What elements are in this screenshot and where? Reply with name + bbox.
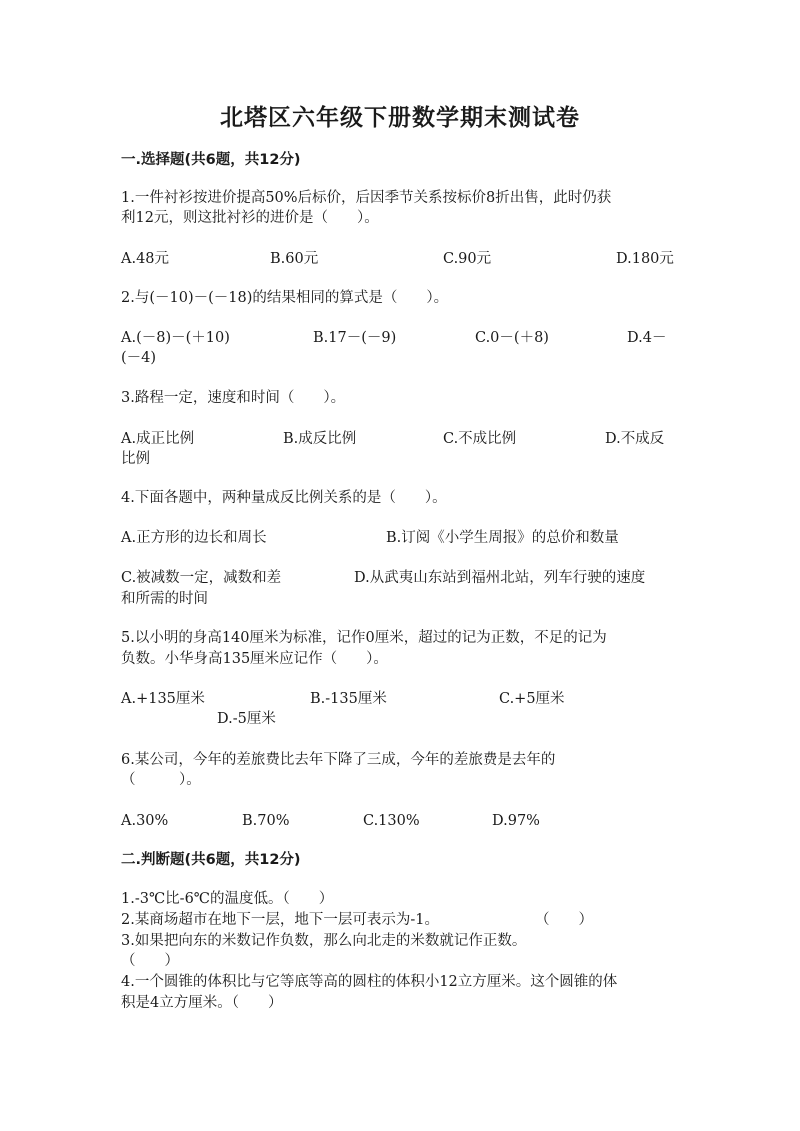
q3-option-c: C.不成比例 [443, 431, 517, 447]
q6-option-c: C.130% [363, 813, 420, 829]
judgement-4: 4.一个圆锥的体积比与它等底等高的圆柱的体积小12立方厘米。这个圆锥的体 [121, 974, 618, 990]
q3-option-a: A.成正比例 [121, 431, 195, 447]
question-5-text: 5.以小明的身高140厘米为标准，记作0厘米，超过的记为正数，不足的记为 [121, 630, 607, 646]
judgement-1: 1.-3℃比-6℃的温度低。（ ） [121, 891, 334, 907]
q5-option-d: D.-5厘米 [217, 711, 276, 727]
q1-option-a: A.48元 [121, 251, 170, 267]
question-3-text: 3.路程一定，速度和时间（ ）。 [121, 390, 346, 406]
q6-option-d: D.97% [492, 813, 540, 829]
judgement-2-paren: （ ） [535, 912, 593, 928]
question-5-text-cont: 负数。小华身高135厘米应记作（ ）。 [121, 651, 388, 667]
q5-option-a: A.+135厘米 [121, 691, 205, 707]
q4-option-d: D.从武夷山东站到福州北站，列车行驶的速度 [354, 570, 646, 586]
judgement-4-cont: 积是4立方厘米。（ ） [121, 995, 283, 1011]
q6-option-a: A.30% [121, 813, 169, 829]
q2-option-d: D.4－ [627, 330, 667, 346]
q1-option-c: C.90元 [443, 251, 492, 267]
judgement-3: 3.如果把向东的米数记作负数，那么向北走的米数就记作正数。 [121, 933, 527, 949]
page-title: 北塔区六年级下册数学期末测试卷 [220, 105, 580, 131]
question-6-text-cont: （ ）。 [121, 772, 201, 788]
q3-option-b: B.成反比例 [283, 431, 357, 447]
q4-option-c: C.被减数一定，减数和差 [121, 570, 282, 586]
q2-option-a: A.(－8)－(＋10) [121, 330, 230, 346]
question-2-text: 2.与(－10)－(－18)的结果相同的算式是（ ）。 [121, 290, 449, 306]
q6-option-b: B.70% [242, 813, 290, 829]
question-6-text: 6.某公司，今年的差旅费比去年下降了三成，今年的差旅费是去年的 [121, 752, 556, 768]
q2-option-c: C.0－(＋8) [475, 330, 549, 346]
q1-option-b: B.60元 [270, 251, 319, 267]
q1-option-d: D.180元 [616, 251, 674, 267]
q3-option-d: D.不成反 [605, 431, 665, 447]
section-heading-choice: 一.选择题(共6题，共12分) [121, 152, 301, 168]
q3-option-d-cont: 比例 [121, 451, 150, 467]
q2-option-d-cont: (－4) [121, 350, 157, 366]
question-4-text: 4.下面各题中，两种量成反比例关系的是（ ）。 [121, 490, 447, 506]
judgement-3-cont: （ ） [121, 953, 179, 969]
section-heading-judgement: 二.判断题(共6题，共12分) [121, 852, 301, 868]
q2-option-b: B.17－(－9) [313, 330, 397, 346]
q4-option-b: B.订阅《小学生周报》的总价和数量 [386, 530, 619, 546]
question-1-text-cont: 利12元，则这批衬衫的进价是（ ）。 [121, 210, 379, 226]
question-1-text: 1.一件衬衫按进价提高50%后标价，后因季节关系按标价8折出售，此时仍获 [121, 190, 612, 206]
q5-option-b: B.-135厘米 [310, 691, 387, 707]
judgement-2: 2.某商场超市在地下一层，地下一层可表示为-1。 [121, 912, 439, 928]
q5-option-c: C.+5厘米 [499, 691, 565, 707]
q4-option-a: A.正方形的边长和周长 [121, 530, 267, 546]
q4-option-d-cont: 和所需的时间 [121, 591, 208, 607]
